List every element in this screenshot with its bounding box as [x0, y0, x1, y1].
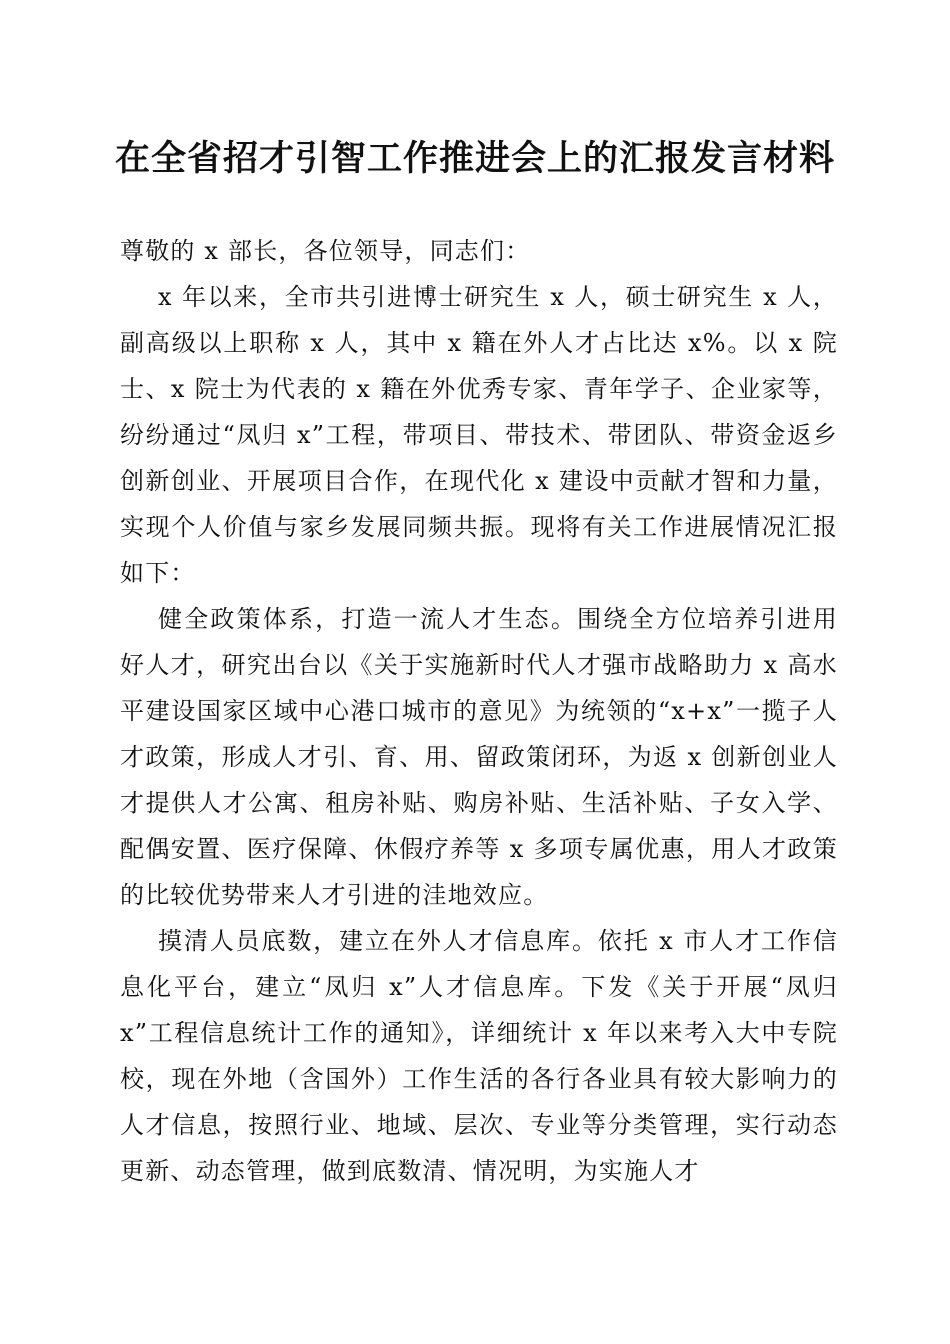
paragraph-intro: x 年以来，全市共引进博士研究生 x 人，硕士研究生 x 人，副高级以上职称 x 人，其中 x 籍在外人才占比达 x%。以 x 院士、x 院士为代表的 x 籍在外优秀专家、青年学子、企业家等，纷纷通过“凤归 x”工程，带项目、带技术、带团队、带资金返乡创新创业、开展项目合作，在现代化 x 建设中贡献才智和力量，实现个人价值与家乡发展同频共振。现将有关工作进展情况汇报如下： [120, 283, 838, 587]
paragraph-database: 摸清人员底数，建立在外人才信息库。依托 x 市人才工作信息化平台，建立“凤归 x”人才信息库。下发《关于开展“凤归 x”工程信息统计工作的通知》，详细统计 x 年以来考入大中专院校，现在外地（含国外）工作生活的各行各业具有较大影响力的人才信息，按照行业、地域、层次、专业等分类管理，实行动态更新、动态管理，做到底数清、情况明，为实施人才 [120, 927, 838, 1185]
salutation: 尊敬的 x 部长，各位领导，同志们： [120, 237, 531, 265]
paragraph-policy: 健全政策体系，打造一流人才生态。围绕全方位培养引进用好人才，研究出台以《关于实施新时代人才强市战略助力 x 高水平建设国家区域中心港口城市的意见》为统领的“x+x”一揽子人才政策，形成人才引、育、用、留政策闭环，为返 x 创新创业人才提供人才公寓、租房补贴、购房补贴、生活补贴、子女入学、配偶安置、医疗保障、休假疗养等 x 多项专属优惠，用人才政策的比较优势带来人才引进的洼地效应。 [120, 605, 838, 909]
document-body [120, 228, 838, 1194]
document-title: 在全省招才引智工作推进会上的汇报发言材料 [114, 138, 835, 179]
